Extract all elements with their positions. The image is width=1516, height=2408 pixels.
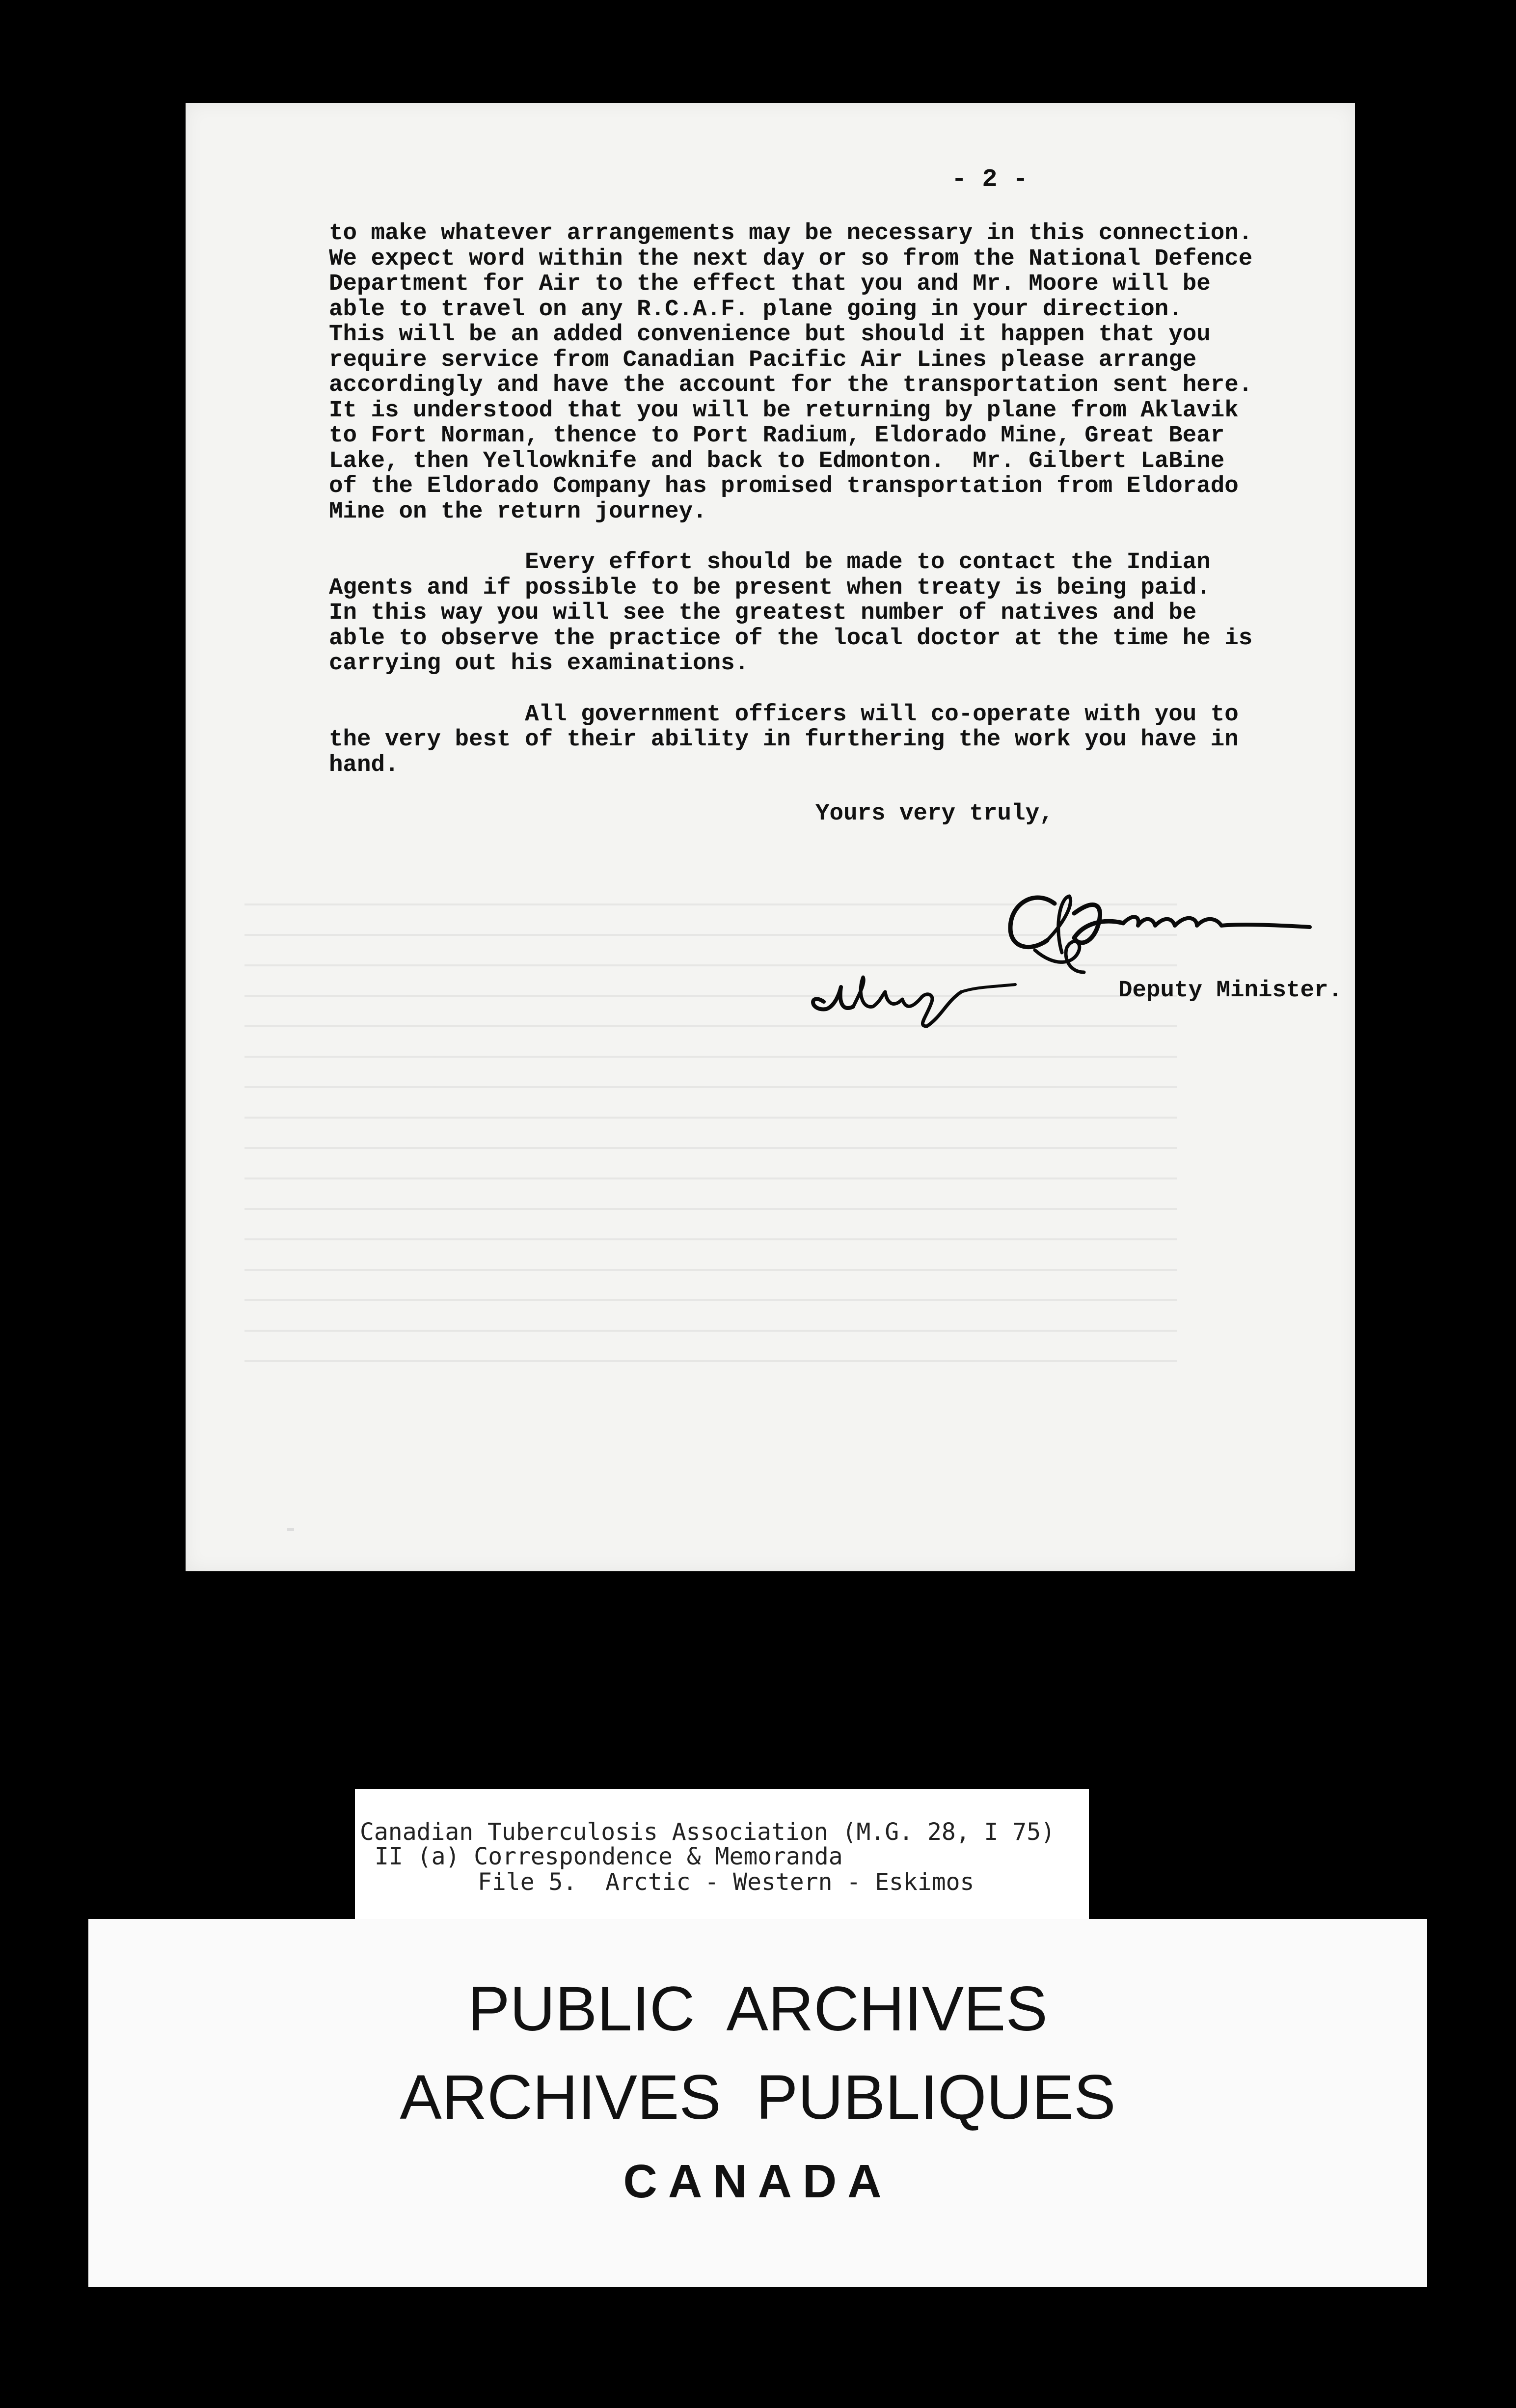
archives-country: CANADA bbox=[623, 2155, 893, 2208]
letter-line: to Fort Norman, thence to Port Radium, Eldorado Mine, Great Bear bbox=[329, 422, 1225, 449]
archives-title-fr: ARCHIVES PUBLIQUES bbox=[400, 2062, 1116, 2133]
letter-body bbox=[329, 221, 1360, 778]
letter-line: Lake, then Yellowknife and back to Edmonton. Mr. Gilbert LaBine bbox=[329, 447, 1225, 474]
letter-line: It is understood that you will be returning by plane from Aklavik bbox=[329, 397, 1239, 424]
paragraph-2 bbox=[329, 550, 1360, 677]
scan-mark bbox=[287, 1528, 294, 1531]
letter-line: the very best of their ability in furthering the work you have in bbox=[329, 726, 1239, 753]
reference-label bbox=[355, 1789, 1089, 1931]
letter-line: Department for Air to the effect that you and Mr. Moore will be bbox=[329, 271, 1211, 297]
archives-title-en: PUBLIC ARCHIVES bbox=[468, 1974, 1048, 2044]
complimentary-close: Yours very truly, bbox=[815, 800, 1054, 827]
letter-line: require service from Canadian Pacific Air Lines please arrange bbox=[329, 346, 1197, 373]
page-number: - 2 - bbox=[951, 165, 1029, 194]
letter-line: hand. bbox=[329, 751, 399, 778]
letter-line: This will be an added convenience but should it happen that you bbox=[329, 321, 1211, 348]
letter-line: We expect word within the next day or so from the National Defence bbox=[329, 245, 1253, 272]
letter-line: of the Eldorado Company has promised transportation from Eldorado bbox=[329, 473, 1239, 499]
letter-line: accordingly and have the account for the transportation sent here. bbox=[329, 372, 1253, 398]
letter-line: In this way you will see the greatest number of natives and be bbox=[329, 600, 1197, 626]
letter-line: able to observe the practice of the local doctor at the time he is bbox=[329, 625, 1253, 652]
letter-page bbox=[186, 103, 1355, 1571]
reference-line-3: File 5. Arctic - Western - Eskimos bbox=[478, 1868, 975, 1896]
reference-line-2: II (a) Correspondence & Memoranda bbox=[375, 1843, 843, 1870]
handwritten-signature bbox=[780, 869, 1320, 1046]
paragraph-3 bbox=[329, 702, 1360, 778]
letter-line: to make whatever arrangements may be necessary in this connection. bbox=[329, 220, 1253, 246]
archives-stamp bbox=[88, 1919, 1427, 2287]
letter-line: able to travel on any R.C.A.F. plane going in your direction. bbox=[329, 296, 1183, 323]
letter-line: Mine on the return journey. bbox=[329, 498, 707, 525]
letter-line: All government officers will co-operate with you to bbox=[329, 701, 1239, 728]
letter-line: carrying out his examinations. bbox=[329, 650, 749, 677]
letter-line: Every effort should be made to contact the Indian bbox=[329, 549, 1211, 575]
letter-line: Agents and if possible to be present when treaty is being paid. bbox=[329, 574, 1211, 601]
signature-title: Deputy Minister. bbox=[1118, 977, 1343, 1004]
reference-line-1: Canadian Tuberculosis Association (M.G. 28, I 75) bbox=[360, 1818, 1056, 1846]
paragraph-1 bbox=[329, 221, 1360, 524]
